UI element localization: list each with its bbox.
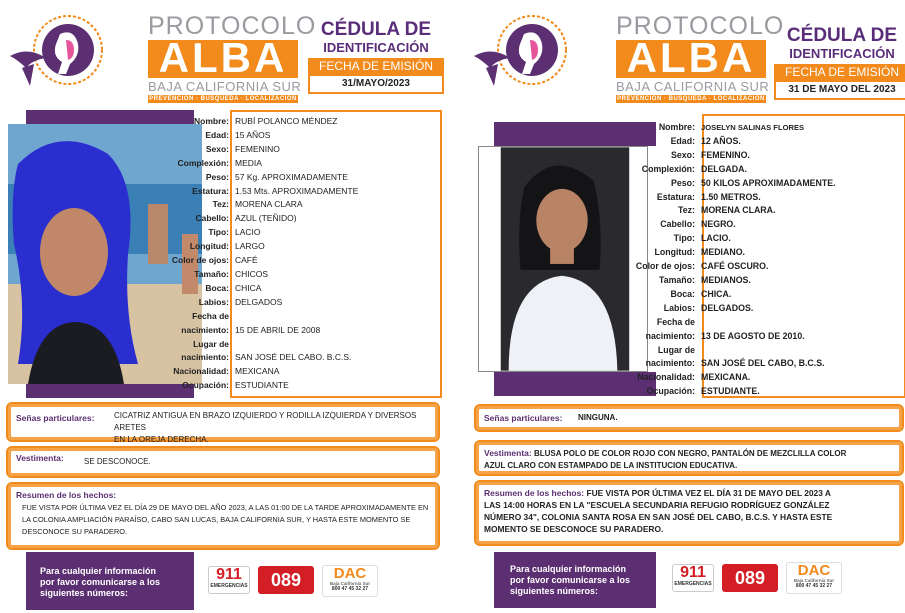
value-nacionalidad: MEXICANA [235, 366, 280, 377]
label-tamano: Tamaño: [194, 268, 229, 279]
badge-911-number: 911 [680, 564, 706, 581]
value-resumen-3: NÚMERO 34", COLONIA SANTA ROSA EN SAN JOSÉ DEL CABO, B.C.S. Y HASTA ESTE [484, 512, 833, 522]
value-complexion: MEDIA [235, 157, 262, 168]
brand-alba: ALBA [616, 40, 766, 78]
value-longitud: MEDIANO. [701, 247, 745, 258]
value-resumen-2: LA COLONIA AMPLIACIÓN PARAÍSO, CABO SAN LUCAS, BAJA CALIFORNIA SUR, Y HASTA ESTE MOMENTO SE [22, 515, 411, 524]
value-estatura: 1.53 Mts. APROXIMADAMENTE [235, 185, 359, 196]
value-senas-2: EN LA OREJA DERECHA. [114, 435, 209, 444]
value-lugar-nac: SAN JOSÉ DEL CABO, B.C.S. [701, 358, 825, 369]
label-ocupacion: Ocupación: [646, 386, 695, 397]
value-edad: 12 AÑOS. [701, 135, 741, 146]
label-labios: Labios: [198, 296, 229, 307]
label-senas: Señas particulares: [484, 413, 563, 423]
footer-line3: siguientes números: [510, 586, 599, 596]
badge-911-number: 911 [216, 566, 242, 583]
footer-line2: por favor comunicarse a los [40, 577, 161, 587]
value-resumen-4: MOMENTO SE DESCONOCE SU PARADERO. [484, 524, 664, 534]
label-edad: Edad: [670, 135, 695, 146]
label-tipo: Tipo: [208, 227, 229, 238]
value-nombre: RUBÍ POLANCO MÉNDEZ [235, 116, 338, 126]
value-tamano: CHICOS [235, 268, 269, 279]
value-longitud: LARGO [235, 241, 265, 252]
value-complexion: DELGADA. [701, 163, 747, 174]
badge-911-sub: EMERGENCIAS [674, 581, 712, 587]
brand-protocolo: PROTOCOLO [148, 12, 317, 40]
value-resumen-3: DESCONOCE SU PARADERO. [22, 527, 127, 536]
cedula-left [2, 0, 448, 613]
badge-dac [786, 562, 842, 594]
brand-block [616, 12, 785, 103]
label-edad: Edad: [205, 129, 229, 140]
badge-911 [672, 564, 714, 592]
value-peso: 50 KILOS APROXIMADAMENTE. [701, 177, 836, 188]
label-complexion: Complexión: [177, 157, 229, 168]
brand-region: BAJA CALIFORNIA SUR [616, 79, 770, 94]
value-resumen-1: FUE VISTA POR ÚLTIMA VEZ EL DÍA 31 DE MAYO DEL 2023 A [586, 488, 831, 498]
badge-089: 089 [722, 564, 778, 592]
value-tamano: MEDIANOS. [701, 274, 751, 285]
brand-protocolo: PROTOCOLO [616, 12, 785, 40]
value-estatura: 1.50 METROS. [701, 191, 761, 202]
value-tez: MORENA CLARA [235, 199, 303, 210]
cedula-title-block [774, 26, 905, 100]
brand-region: BAJA CALIFORNIA SUR [148, 79, 302, 94]
label-longitud: Longitud: [654, 247, 695, 258]
label-ojos: Color de ojos: [171, 255, 229, 266]
footer-line2: por favor comunicarse a los [510, 575, 631, 585]
value-fecha-nac: 13 DE AGOSTO DE 2010. [701, 330, 805, 341]
brand-slogan: PREVENCIÓN · BÚSQUEDA · LOCALIZACIÓN [617, 96, 765, 102]
value-tipo: LACIO. [701, 233, 731, 244]
label-tez: Tez: [678, 205, 695, 216]
footer-line1: Para cualquier información [510, 564, 627, 574]
label-nacionalidad: Nacionalidad: [637, 372, 695, 383]
label-lugar-2: nacimiento: [645, 358, 695, 369]
badge-dac [322, 565, 378, 597]
label-cabello: Cabello: [660, 219, 695, 230]
label-tamano: Tamaño: [658, 274, 695, 285]
badge-dac-phone: 800 47 45 32 27 [795, 583, 833, 589]
vestimenta-box [6, 446, 440, 478]
label-resumen: Resumen de los hechos: [16, 490, 117, 500]
label-sexo: Sexo: [671, 149, 695, 160]
label-lugar-1: Lugar de [657, 344, 695, 355]
value-edad: 15 AÑOS [235, 129, 271, 140]
value-ocupacion: ESTUDIANTE. [701, 386, 760, 397]
label-boca: Boca: [205, 282, 229, 293]
alba-logo-icon [472, 12, 568, 94]
badge-dac-sub: Baja California Sur [329, 581, 371, 586]
badge-911 [208, 566, 250, 594]
value-senas-1: CICATRIZ ANTIGUA EN BRAZO IZQUIERDO Y RODILLA IZQUIERDA Y DIVERSOS ARETES [114, 411, 417, 432]
label-senas: Señas particulares: [16, 413, 95, 423]
value-vestimenta-1: BLUSA POLO DE COLOR ROJO CON NEGRO, PANTALÓN DE MEZCLILLA COLOR [533, 449, 847, 458]
cedula-line1: CÉDULA DE [786, 25, 898, 46]
label-tez: Tez: [212, 199, 229, 210]
fecha-emision-value: 31 DE MAYO DEL 2023 [774, 80, 905, 100]
badge-dac-name: DAC [333, 565, 367, 582]
fecha-emision-value: 31/MAYO/2023 [308, 74, 444, 94]
label-fecha-1: Fecha de [192, 310, 229, 321]
label-peso: Peso: [671, 177, 695, 188]
value-nacionalidad: MEXICANA. [701, 372, 751, 383]
badge-dac-name: DAC [797, 562, 831, 579]
value-resumen-2: LAS 14:00 HORAS EN LA "ESCUELA SECUNDARIA REFUGIO RODRÍGUEZ GONZÁLEZ [484, 500, 830, 510]
value-tez: MORENA CLARA. [701, 205, 776, 216]
value-peso: 57 Kg. APROXIMADAMENTE [235, 171, 348, 182]
cedula-right [466, 0, 905, 613]
value-ojos: CAFÉ [235, 255, 258, 266]
label-sexo: Sexo: [205, 143, 229, 154]
label-lugar-2: nacimiento: [181, 352, 229, 363]
label-peso: Peso: [205, 171, 229, 182]
value-tipo: LACIO [235, 227, 261, 238]
value-labios: DELGADOS [235, 296, 283, 307]
label-nombre: Nombre: [658, 122, 695, 132]
brand-block [148, 12, 317, 103]
fields-list [132, 115, 358, 393]
value-resumen-1: FUE VISTA POR ÚLTIMA VEZ EL DÍA 29 DE MAYO DEL AÑO 2023, A LAS 01:00 DE LA TARDE APROXIMADAMENTE EN [22, 503, 429, 512]
label-lugar-1: Lugar de [193, 338, 229, 349]
value-ocupacion: ESTUDIANTE [235, 380, 289, 391]
value-labios: DELGADOS. [701, 302, 754, 313]
label-fecha-2: nacimiento: [645, 330, 695, 341]
value-boca: CHICA. [701, 288, 732, 299]
value-nombre: JOSELYN SALINAS FLORES [701, 123, 805, 132]
cedula-line2: IDENTIFICACIÓN [789, 46, 895, 61]
value-sexo: FEMENINO. [701, 149, 750, 160]
label-resumen: Resumen de los hechos: [484, 488, 585, 498]
brand-alba: ALBA [148, 40, 298, 78]
fields-list [598, 121, 836, 399]
fecha-emision-label: FECHA DE EMISIÓN [308, 58, 444, 74]
label-longitud: Longitud: [189, 241, 229, 252]
label-estatura: Estatura: [656, 191, 695, 202]
label-cabello: Cabello: [195, 213, 229, 224]
label-ojos: Color de ojos: [635, 261, 695, 272]
label-ocupacion: Ocupación: [182, 380, 229, 391]
badge-911-sub: EMERGENCIAS [210, 583, 248, 589]
badge-089: 089 [258, 566, 314, 594]
label-fecha-2: nacimiento: [181, 324, 229, 335]
badge-dac-phone: 800 47 45 32 27 [331, 586, 369, 592]
cedula-line1: CÉDULA DE [320, 19, 432, 40]
cedula-line2: IDENTIFICACIÓN [323, 40, 429, 55]
value-ojos: CAFÉ OSCURO. [701, 261, 769, 272]
label-vestimenta: Vestimenta: [16, 453, 64, 463]
value-vestimenta: SE DESCONOCE. [84, 457, 151, 466]
label-estatura: Estatura: [192, 185, 229, 196]
footer-line1: Para cualquier información [40, 566, 157, 576]
value-fecha-nac: 15 DE ABRIL DE 2008 [235, 324, 321, 335]
label-nacionalidad: Nacionalidad: [173, 366, 229, 377]
value-senas: NINGUNA. [578, 413, 618, 422]
cedula-title-block [308, 20, 444, 94]
value-cabello: AZUL (TEÑIDO) [235, 213, 297, 224]
label-tipo: Tipo: [673, 233, 695, 244]
value-boca: CHICA [235, 282, 262, 293]
brand-slogan: PREVENCIÓN · BÚSQUEDA · LOCALIZACIÓN [149, 96, 297, 102]
label-fecha-1: Fecha de [656, 316, 695, 327]
label-boca: Boca: [670, 288, 695, 299]
alba-logo-icon [8, 12, 104, 94]
value-lugar-nac: SAN JOSÉ DEL CABO. B.C.S. [235, 352, 352, 363]
fecha-emision-label: FECHA DE EMISIÓN [774, 64, 905, 80]
value-sexo: FEMENINO [235, 143, 280, 154]
value-vestimenta-2: AZUL CLARO CON ESTAMPADO DE LA INSTITUCION EDUCATIVA. [484, 461, 738, 470]
badge-dac-sub: Baja California Sur [793, 578, 835, 583]
label-labios: Labios: [663, 302, 695, 313]
value-cabello: NEGRO. [701, 219, 736, 230]
label-vestimenta: Vestimenta: [484, 448, 532, 458]
footer-line3: siguientes números: [40, 588, 129, 598]
label-nombre: Nombre: [194, 116, 229, 126]
label-complexion: Complexión: [641, 163, 695, 174]
